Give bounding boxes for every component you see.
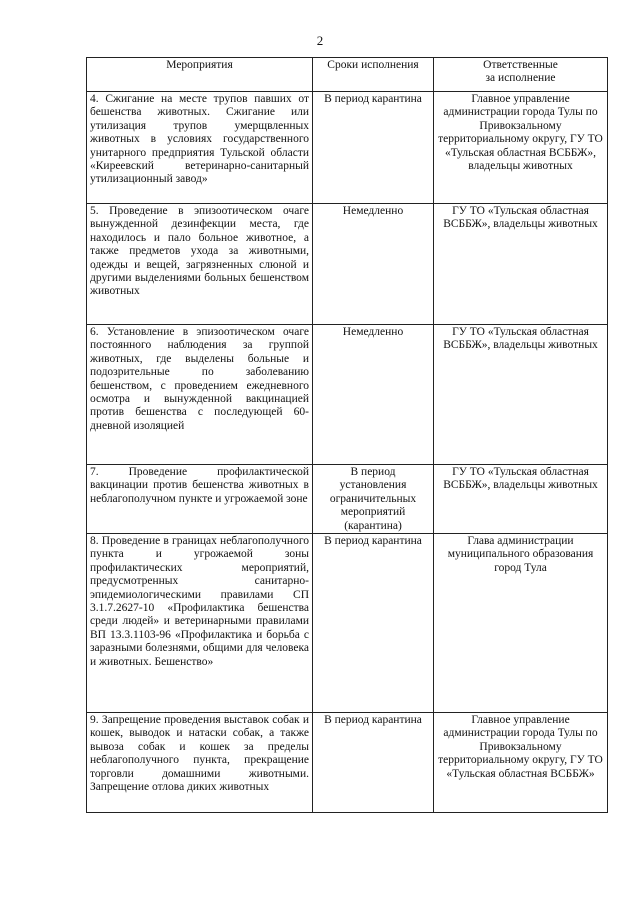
- measure-cell: 9. Запрещение проведения выставок собак и кошек, выводок и натаски собак, а также вывоза собак и кошек за пределы неблагополучного пункта, прекращение торговли домашними животными. Запрещение отлова диких животных: [87, 713, 313, 813]
- measure-cell: 6. Установление в эпизоотическом очаге постоянного наблюдения за группой животных, где выделены больные и подозрительные по заболеванию бешенством, с проведением ежедневного осмотра и вынужденной вакцинацией против бешенства с последующей 60-дневной изоляцией: [87, 325, 313, 465]
- table-row: [87, 325, 608, 465]
- responsible-cell: ГУ ТО «Тульская областная ВСББЖ», владельцы животных: [434, 465, 608, 534]
- table-row: [87, 92, 608, 204]
- responsible-cell: Главное управление администрации города Тулы по Привокзальному территориальному округу, ГУ ТО «Тульская областная ВСББЖ», владельцы животных: [434, 92, 608, 204]
- table-row: [87, 534, 608, 713]
- header-responsible-line1: Ответственные: [483, 59, 558, 71]
- table-header-row: [87, 58, 608, 92]
- term-cell: Немедленно: [313, 204, 434, 325]
- page-number: 2: [316, 33, 324, 48]
- measures-table: [86, 57, 608, 813]
- table-row: [87, 465, 608, 534]
- responsible-cell: Глава администрации муниципального образования город Тула: [434, 534, 608, 713]
- term-cell: В период карантина: [313, 534, 434, 713]
- term-cell: В период карантина: [313, 713, 434, 813]
- term-cell: В период установления ограничительных мероприятий (карантина): [313, 465, 434, 534]
- measure-cell: 8. Проведение в границах неблагополучного пункта и угрожаемой зоны профилактических мероприятий, предусмотренных санитарно-эпидемиологическими правилами СП 3.1.7.2627-10 «Профилактика бешенства среди людей» и ветеринарными правилами ВП 13.3.1103-96 «Профилактика и борьба с заразными болезнями, общими для человека и животных. Бешенство»: [87, 534, 313, 713]
- table-row: [87, 204, 608, 325]
- table-row: [87, 713, 608, 813]
- responsible-cell: Главное управление администрации города Тулы по Привокзальному территориальному округу, ГУ ТО «Тульская областная ВСББЖ»: [434, 713, 608, 813]
- responsible-cell: ГУ ТО «Тульская областная ВСББЖ», владельцы животных: [434, 204, 608, 325]
- header-measures: Мероприятия: [87, 58, 313, 92]
- responsible-cell: ГУ ТО «Тульская областная ВСББЖ», владельцы животных: [434, 325, 608, 465]
- header-terms: Сроки исполнения: [313, 58, 434, 92]
- header-responsible: [434, 58, 608, 92]
- term-cell: В период карантина: [313, 92, 434, 204]
- term-cell: Немедленно: [313, 325, 434, 465]
- measure-cell: 4. Сжигание на месте трупов павших от бешенства животных. Сжигание или утилизация трупов умерщвленных животных в условиях государственного унитарного предприятия Тульской области «Киреевский ветеринарно-санитарный утилизационный завод»: [87, 92, 313, 204]
- measure-cell: 7. Проведение профилактической вакцинации против бешенства животных в неблагополучном пункте и угрожаемой зоне: [87, 465, 313, 534]
- measure-cell: 5. Проведение в эпизоотическом очаге вынужденной дезинфекции места, где находилось и пало больное животное, а также предметов ухода за животными, одежды и вещей, загрязненных слюной и другими выделениями больных бешенством животных: [87, 204, 313, 325]
- header-responsible-line2: за исполнение: [485, 72, 556, 85]
